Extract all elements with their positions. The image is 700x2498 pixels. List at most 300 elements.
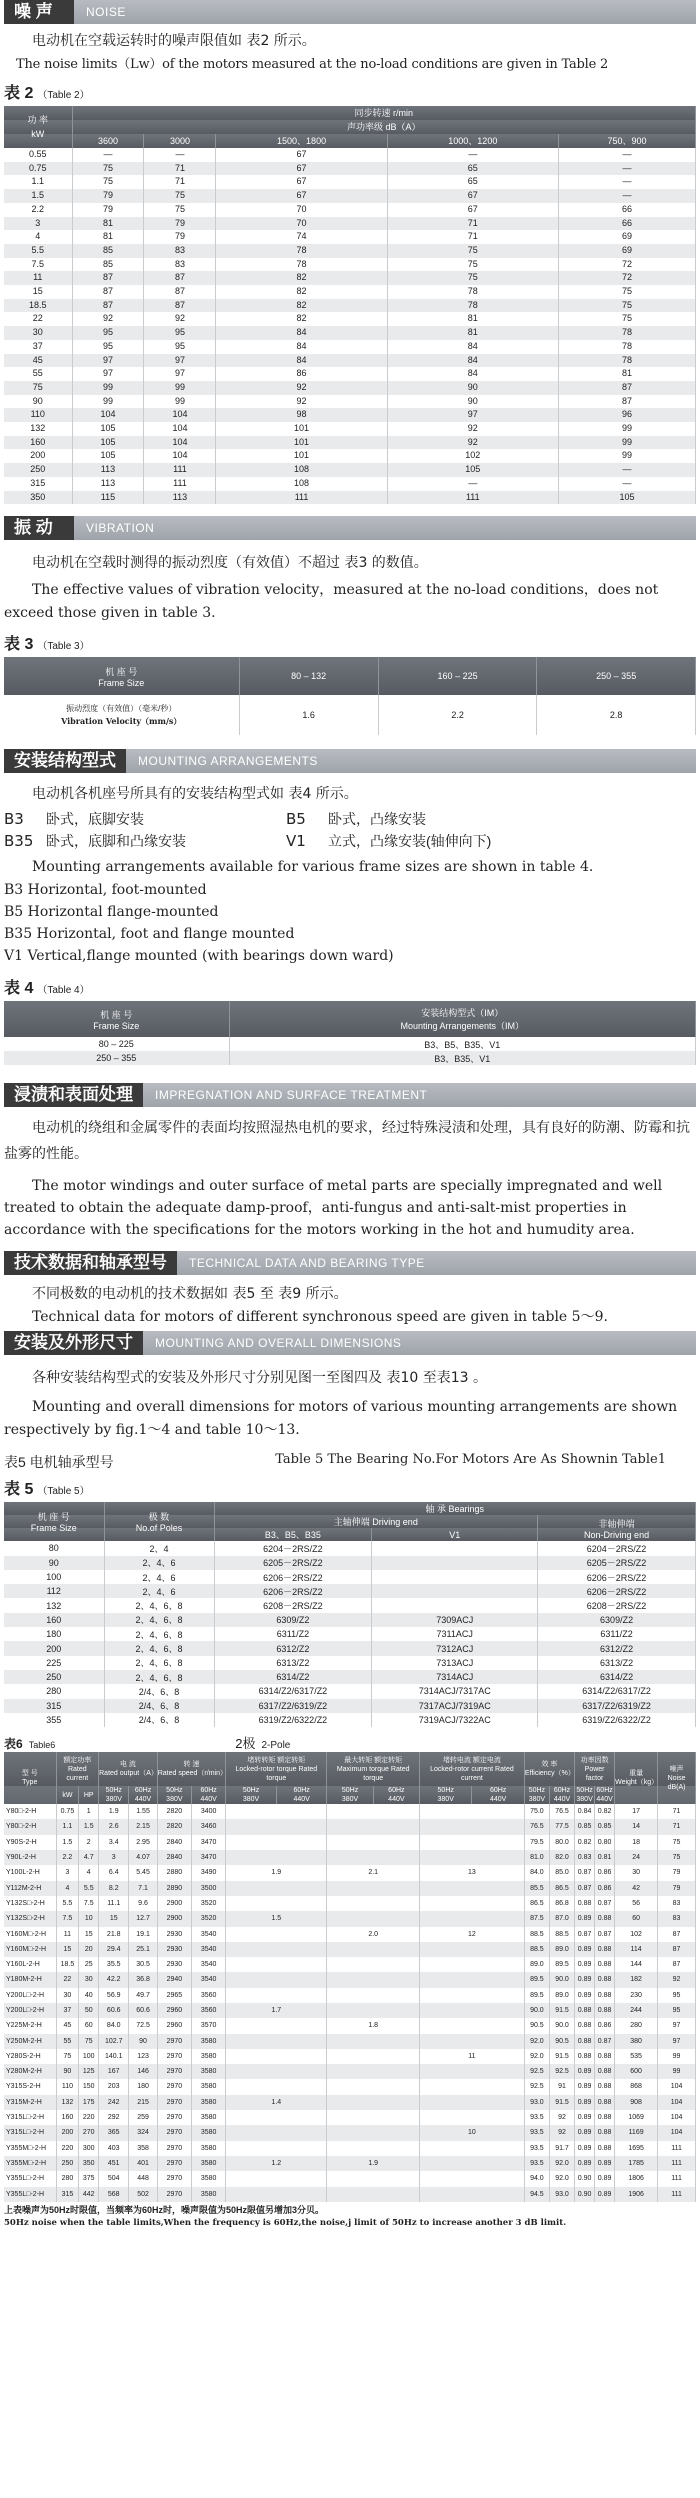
tech-cell: 79.5 <box>524 1835 549 1850</box>
tech-cell: 0.82 <box>575 1835 595 1850</box>
tech-cell: 3470 <box>191 1850 225 1865</box>
bearing-cell: 80 <box>4 1541 104 1555</box>
tech-cell: 2930 <box>157 1927 191 1942</box>
tech-cell: 0.87 <box>595 2034 615 2049</box>
tech-cell: 3580 <box>191 2049 225 2064</box>
noise-value-cell: 113 <box>72 463 144 477</box>
tech-cell: 1906 <box>615 2187 658 2202</box>
tech-cell: 3540 <box>191 1957 225 1972</box>
tech-cell: Y100L-2-H <box>4 1865 56 1880</box>
tech-cell: 91.5 <box>549 2049 574 2064</box>
tech-cell: 0.88 <box>595 2141 615 2156</box>
mounting-title-en: MOUNTING ARRANGEMENTS <box>126 749 696 773</box>
bearing-cell: 2/4、6、8 <box>104 1713 214 1727</box>
tech-cell: 451 <box>99 2156 129 2171</box>
table-row <box>4 148 696 162</box>
mounting-paragraph-en: Mounting arrangements available for various frame sizes are shown in table 4. <box>32 859 594 876</box>
tech-cell <box>226 1881 327 1896</box>
t6-sub-c1: 50Hz 380V <box>420 1786 472 1804</box>
t5-frame-header: 机 座 号 Frame Size <box>4 1502 104 1541</box>
noise-value-cell: 83 <box>144 244 216 258</box>
table-row <box>4 1670 696 1684</box>
noise-value-cell: 78 <box>387 299 558 313</box>
tech-cell: 0.82 <box>595 1804 615 1819</box>
tech-cell: 0.89 <box>595 2171 615 2186</box>
tech-cell: 5.5 <box>79 1881 99 1896</box>
tech-cell: 3 <box>56 1865 79 1880</box>
tech-cell: 0.87 <box>575 1865 595 1880</box>
tech-cell: 35.5 <box>99 1957 129 1972</box>
noise-value-cell: 97 <box>144 354 216 368</box>
bearing-cell: 6206－2RS/Z2 <box>214 1570 372 1584</box>
t6-sub-p1: 50Hz 380V <box>576 1787 593 1804</box>
bearing-cell: 355 <box>4 1713 104 1727</box>
tech-cell: Y200L□-2-H <box>4 1988 56 2003</box>
tech-cell: 110 <box>56 2079 79 2094</box>
tech-cell: 2900 <box>157 1896 191 1911</box>
table4-caption: 表 4 （Table 4） <box>4 980 90 998</box>
noise-value-cell: 87 <box>144 299 216 313</box>
tech-cell: 18 <box>615 1835 658 1850</box>
tech-cell: 0.89 <box>595 2187 615 2202</box>
table-row <box>4 1613 696 1627</box>
dimensions-paragraph-en: Mounting and overall dimensions for motors of various mounting arrangements are shown respectively by fig.1～4 and table 10～13. <box>4 1399 682 1439</box>
tech-cell: 203 <box>99 2079 129 2094</box>
tech-cell: 3460 <box>191 1819 225 1834</box>
noise-value-cell: 67 <box>216 162 387 176</box>
table-row <box>4 1835 696 1850</box>
tech-cell: 4 <box>79 1865 99 1880</box>
tech-cell: 81.0 <box>524 1850 549 1865</box>
tech-cell: 75 <box>56 2049 79 2064</box>
noise-value-cell: 81 <box>387 326 558 340</box>
tech-cell: 100 <box>79 2049 99 2064</box>
tech-cell <box>226 1972 327 1987</box>
noise-value-cell: 69 <box>558 230 695 244</box>
table-row <box>4 1957 696 1972</box>
tech-cell: 1.5 <box>79 1819 99 1834</box>
noise-value-cell: — <box>558 148 695 162</box>
table-row <box>4 1598 696 1612</box>
table-row <box>4 2110 696 2125</box>
tech-cell: 99 <box>658 2049 696 2064</box>
tech-cell: 0.88 <box>575 2034 595 2049</box>
bearing-cell: 6206－2RS/Z2 <box>214 1584 372 1598</box>
tech-cell: 0.87 <box>595 1896 615 1911</box>
table-row <box>4 312 696 326</box>
tech-cell: 76.5 <box>549 1804 574 1819</box>
noise-value-cell: 87 <box>144 285 216 299</box>
noise-value-cell: 81 <box>387 312 558 326</box>
tech-cell: 2970 <box>157 2079 191 2094</box>
tech-cell: 3470 <box>191 1835 225 1850</box>
tech-cell: 1.9 <box>226 1865 327 1880</box>
table-row <box>4 230 696 244</box>
tech-cell: 0.86 <box>595 1881 615 1896</box>
tech-cell: 2940 <box>157 1972 191 1987</box>
noise-value-cell: — <box>387 477 558 491</box>
noise-value-cell: 87 <box>144 271 216 285</box>
tech-cell <box>420 1804 525 1819</box>
tech-cell: Y132S□-2-H <box>4 1896 56 1911</box>
tech-cell <box>327 2125 420 2140</box>
noise-value-cell: 84 <box>216 340 387 354</box>
tech-cell <box>420 1819 525 1834</box>
noise-value-cell: 87 <box>72 285 144 299</box>
tech-cell: 3580 <box>191 2064 225 2079</box>
tech-cell: 3400 <box>191 1804 225 1819</box>
noise-value-cell: — <box>558 162 695 176</box>
tech-cell <box>420 2187 525 2202</box>
tech-cell: 2.15 <box>129 1819 157 1834</box>
noise-value-cell: 113 <box>144 491 216 505</box>
bearing-cell: 7314ACJ/7317AC <box>372 1684 538 1698</box>
tech-cell: 89.0 <box>524 1957 549 1972</box>
noise-value-cell: 98 <box>216 408 387 422</box>
noise-value-cell: 95 <box>144 326 216 340</box>
tech-cell: 93.5 <box>524 2141 549 2156</box>
tech-cell <box>226 2079 327 2094</box>
noise-value-cell: 84 <box>387 367 558 381</box>
tech-cell <box>327 1804 420 1819</box>
bearing-cell: 7314ACJ <box>372 1670 538 1684</box>
power-cell: 1.5 <box>4 189 72 203</box>
table-row <box>4 2079 696 2094</box>
tech-cell: 7.5 <box>79 1896 99 1911</box>
tech-cell: 0.86 <box>595 1865 615 1880</box>
power-cell: 110 <box>4 408 72 422</box>
tech-cell: 2.0 <box>327 1927 420 1942</box>
tech-cell: 2970 <box>157 2187 191 2202</box>
tech-cell: 1.2 <box>226 2156 327 2171</box>
noise-value-cell: 81 <box>72 217 144 231</box>
tech-cell: 97 <box>658 2018 696 2033</box>
noise-value-cell: 70 <box>216 203 387 217</box>
tech-cell <box>327 1972 420 1987</box>
noise-value-cell: 104 <box>72 408 144 422</box>
t6-tmax-header: 最大转矩 额定转矩 Maximum torque Rated torque <box>327 1752 420 1786</box>
table2-caption: 表 2 （Table 2） <box>4 85 90 102</box>
noise-value-cell: 97 <box>144 367 216 381</box>
noise-value-cell: 104 <box>144 436 216 450</box>
power-cell: 22 <box>4 312 72 326</box>
noise-value-cell: 92 <box>216 395 387 409</box>
noise-value-cell: 96 <box>558 408 695 422</box>
noise-value-cell: 82 <box>216 271 387 285</box>
tech-cell <box>327 2110 420 2125</box>
tech-cell: 3540 <box>191 1972 225 1987</box>
tech-cell: 180 <box>129 2079 157 2094</box>
bearing-cell: 280 <box>4 1684 104 1698</box>
tech-cell: 22 <box>56 1972 79 1987</box>
t6-sub-c2: 60Hz 440V <box>472 1786 524 1804</box>
noise-value-cell: 84 <box>216 326 387 340</box>
noise-value-cell: 111 <box>387 491 558 505</box>
tech-cell: Y112M-2-H <box>4 1881 56 1896</box>
tech-cell: 95 <box>658 2003 696 2018</box>
tech-cell: 49.7 <box>129 1988 157 2003</box>
vib-value-2: 2.2 <box>378 695 537 735</box>
table-row <box>4 1927 696 1942</box>
tech-cell: 84.0 <box>99 2018 129 2033</box>
tech-cell: 244 <box>615 2003 658 2018</box>
tech-cell: 1.9 <box>99 1804 129 1819</box>
tech-cell: 11 <box>56 1927 79 1942</box>
bearing-cell: 6311/Z2 <box>214 1627 372 1641</box>
tech-cell: 0.88 <box>595 2003 615 2018</box>
t6-sub-hp: HP <box>79 1786 99 1804</box>
tech-cell: 93.5 <box>524 2156 549 2171</box>
noise-value-cell: 97 <box>72 354 144 368</box>
noise-value-cell: 71 <box>144 175 216 189</box>
table-row <box>4 1713 696 1727</box>
t6-sub-e2: 60Hz 440V <box>549 1786 574 1804</box>
noise-value-cell: 99 <box>144 395 216 409</box>
tech-cell <box>226 2141 327 2156</box>
tech-cell: 0.75 <box>56 1804 79 1819</box>
tech-cell: 87 <box>658 1927 696 1942</box>
table-row <box>4 2187 696 2202</box>
tech-cell: 242 <box>99 2095 129 2110</box>
tech-cell: 0.81 <box>595 1850 615 1865</box>
bearing-cell <box>372 1598 538 1612</box>
vib-value-3: 2.8 <box>537 695 696 735</box>
bearing-cell <box>372 1556 538 1570</box>
tech-cell: 37 <box>56 2003 79 2018</box>
tech-cell: 324 <box>129 2125 157 2140</box>
tech-cell: 259 <box>129 2110 157 2125</box>
tech-cell: 111 <box>658 2187 696 2202</box>
tech-cell: 2820 <box>157 1804 191 1819</box>
tech-cell: 0.89 <box>595 2156 615 2171</box>
noise-value-cell: 81 <box>558 367 695 381</box>
tech-cell <box>420 1835 525 1850</box>
tech-cell: 230 <box>615 1988 658 2003</box>
tech-cell: 30 <box>615 1865 658 1880</box>
tech-cell <box>420 2110 525 2125</box>
bearing-cell <box>372 1570 538 1584</box>
noise-value-cell: 95 <box>72 326 144 340</box>
bearing-cell: 7309ACJ <box>372 1613 538 1627</box>
tech-cell: 83 <box>658 1896 696 1911</box>
noise-value-cell: 78 <box>387 285 558 299</box>
tech-cell <box>420 1988 525 2003</box>
tech-cell: 77.5 <box>549 1819 574 1834</box>
noise-value-cell: 95 <box>144 340 216 354</box>
tech-cell: 448 <box>129 2171 157 2186</box>
table3-caption: 表 3 （Table 3） <box>4 636 90 654</box>
power-cell: 350 <box>4 491 72 505</box>
tech-cell: 3580 <box>191 2171 225 2186</box>
tech-cell: 0.88 <box>595 2095 615 2110</box>
tech-cell: 5.45 <box>129 1865 157 1880</box>
tech-cell: 2970 <box>157 2141 191 2156</box>
tech-cell: 0.86 <box>595 2018 615 2033</box>
tech-cell: 91.5 <box>549 2003 574 2018</box>
power-cell: 7.5 <box>4 258 72 272</box>
noise-value-cell: 79 <box>72 189 144 203</box>
tech-cell: 132 <box>56 2095 79 2110</box>
tech-cell: 20 <box>79 1942 99 1957</box>
noise-value-cell: 87 <box>72 299 144 313</box>
noise-value-cell: 82 <box>216 312 387 326</box>
power-cell: 15 <box>4 285 72 299</box>
tech-cell: 82.0 <box>549 1850 574 1865</box>
noise-value-cell: — <box>144 148 216 162</box>
vibration-paragraph-en: The effective values of vibration velocity，measured at the no-load conditions，does not exceed those given in table 3. <box>4 582 663 622</box>
power-header: 功 率 kW <box>4 106 72 148</box>
noise-value-cell: 101 <box>216 422 387 436</box>
table-row <box>4 244 696 258</box>
tech-cell: 0.85 <box>575 1819 595 1834</box>
noise-value-cell: — <box>72 148 144 162</box>
t5-poles-header: 极 数 No.of Poles <box>104 1502 214 1541</box>
tech-cell: 94.0 <box>524 2171 549 2186</box>
noise-value-cell: 90 <box>387 395 558 409</box>
t5-b3-header: B3、B5、B35 <box>214 1528 372 1541</box>
bearing-cell: 6208－2RS/Z2 <box>214 1598 372 1612</box>
tech-cell <box>226 2049 327 2064</box>
power-cell: 11 <box>4 271 72 285</box>
tech-cell: Y160M□-2-H <box>4 1927 56 1942</box>
tech-cell: 91.7 <box>549 2141 574 2156</box>
bearing-cell: 2、4 <box>104 1541 214 1555</box>
tech-cell: Y80□-2-H <box>4 1804 56 1819</box>
tech-cell <box>420 2018 525 2033</box>
tech-cell <box>420 1957 525 1972</box>
tech-cell: 42 <box>615 1881 658 1896</box>
table-row <box>4 203 696 217</box>
vibration-paragraph-cn: 电动机在空载时测得的振动烈度（有效值）不超过 表3 的数值。 <box>32 555 428 572</box>
tech-cell: 160 <box>56 2110 79 2125</box>
tech-cell: 146 <box>129 2064 157 2079</box>
table-row <box>4 299 696 313</box>
tech-cell: 30 <box>56 1988 79 2003</box>
dimensions-title-en: MOUNTING AND OVERALL DIMENSIONS <box>143 1331 696 1355</box>
tech-cell: 91 <box>549 2079 574 2094</box>
tech-cell: 25 <box>79 1957 99 1972</box>
bearing-cell: 2、4、6 <box>104 1570 214 1584</box>
tech-cell: Y355L□-2-H <box>4 2171 56 2186</box>
noise-paragraph-en: The noise limits（Lw）of the motors measured at the no-load conditions are given in Table 2 <box>16 57 609 72</box>
noise-title-en: NOISE <box>74 0 696 24</box>
noise-value-cell: 75 <box>387 271 558 285</box>
table-row <box>4 381 696 395</box>
noise-value-cell: 108 <box>216 477 387 491</box>
tech-cell: 3540 <box>191 1927 225 1942</box>
bearing-cell: 7313ACJ <box>372 1656 538 1670</box>
t6-ist-header: 堵转转矩 额定转矩 Locked-rotor torque Rated torque <box>226 1752 327 1786</box>
table-row <box>4 162 696 176</box>
vib-value-1: 1.6 <box>239 695 378 735</box>
tech-cell: 175 <box>79 2095 99 2110</box>
tech-cell: 92.0 <box>549 2171 574 2186</box>
tech-cell: 19.1 <box>129 1927 157 1942</box>
tech-cell: 0.87 <box>595 1927 615 1942</box>
tech-cell: 0.88 <box>595 1942 615 1957</box>
tech-cell: 2960 <box>157 2003 191 2018</box>
tech-cell: Y355M□-2-H <box>4 2141 56 2156</box>
tech-cell: 3580 <box>191 2156 225 2171</box>
t6-eff-header: 效 率 Efficiency（%） <box>524 1752 574 1786</box>
bearing-cell: 6314/Z2/6317/Z2 <box>538 1684 696 1698</box>
tech-cell <box>420 2171 525 2186</box>
tech-cell: 0.89 <box>575 1972 595 1987</box>
noise-table <box>4 106 696 504</box>
tech-cell: 92.5 <box>524 2079 549 2094</box>
mounting-types-en <box>4 879 696 967</box>
noise-value-cell: 72 <box>558 271 695 285</box>
tech-cell <box>327 2034 420 2049</box>
tech-cell: 50 <box>79 2003 99 2018</box>
tech-cell: 2960 <box>157 2018 191 2033</box>
tech-cell: 2.95 <box>129 1835 157 1850</box>
noise-value-cell: 90 <box>387 381 558 395</box>
noise-value-cell: 78 <box>216 258 387 272</box>
noise-value-cell: 84 <box>387 340 558 354</box>
t6-pf-header: 功率因数 Power factor <box>575 1752 615 1786</box>
tech-cell: 0.89 <box>575 2095 595 2110</box>
tech-cell <box>226 1819 327 1834</box>
tech-cell: 12 <box>420 1927 525 1942</box>
tech-cell: 1.4 <box>226 2095 327 2110</box>
bearing-table <box>4 1502 696 1727</box>
bearing-cell: 6309/Z2 <box>214 1613 372 1627</box>
tech-cell: 88.5 <box>524 1927 549 1942</box>
tech-cell: 55 <box>56 2034 79 2049</box>
noise-value-cell: 71 <box>387 230 558 244</box>
tech-cell <box>226 2034 327 2049</box>
bearing-cell: 6311/Z2 <box>538 1627 696 1641</box>
noise-value-cell: 87 <box>558 395 695 409</box>
power-cell: 55 <box>4 367 72 381</box>
noise-value-cell: 71 <box>144 162 216 176</box>
tech-cell: 0.89 <box>575 1957 595 1972</box>
mounting-types-cn <box>4 808 696 852</box>
tech-cell: 12.7 <box>129 1911 157 1926</box>
tech-cell <box>327 1850 420 1865</box>
technical-title-cn: 技术数据和轴承型号 <box>4 1251 177 1275</box>
tech-cell: 80.0 <box>549 1835 574 1850</box>
power-cell: 5.5 <box>4 244 72 258</box>
tech-cell: 88.5 <box>524 1942 549 1957</box>
tech-cell: 7.5 <box>56 1911 79 1926</box>
bearing-cell: 2、4、6、8 <box>104 1627 214 1641</box>
tech-cell: 2970 <box>157 2064 191 2079</box>
tech-cell: 504 <box>99 2171 129 2186</box>
tech-cell: 0.88 <box>595 2079 615 2094</box>
tech-cell: 280 <box>56 2171 79 2186</box>
tech-cell <box>327 1835 420 1850</box>
tech-cell: 2965 <box>157 1988 191 2003</box>
noise-value-cell: 75 <box>387 258 558 272</box>
table5-title-en: Table 5 The Bearing No.For Motors Are As Shownin Table1 <box>275 1452 666 1468</box>
tech-cell: 167 <box>99 2064 129 2079</box>
tech-cell: 1.5 <box>226 1911 327 1926</box>
noise-value-cell: 99 <box>558 436 695 450</box>
tech-cell: 79 <box>658 1881 696 1896</box>
tech-cell: 71 <box>658 1819 696 1834</box>
tech-cell: 2970 <box>157 2049 191 2064</box>
tech-cell: 2890 <box>157 1881 191 1896</box>
m-frame-cell: 250 – 355 <box>4 1051 229 1065</box>
tech-cell: 250 <box>56 2156 79 2171</box>
noise-value-cell: 79 <box>72 203 144 217</box>
tech-cell: 315 <box>56 2187 79 2202</box>
tech-cell: 3580 <box>191 2079 225 2094</box>
tech-cell: 14 <box>615 1819 658 1834</box>
table-row <box>4 285 696 299</box>
